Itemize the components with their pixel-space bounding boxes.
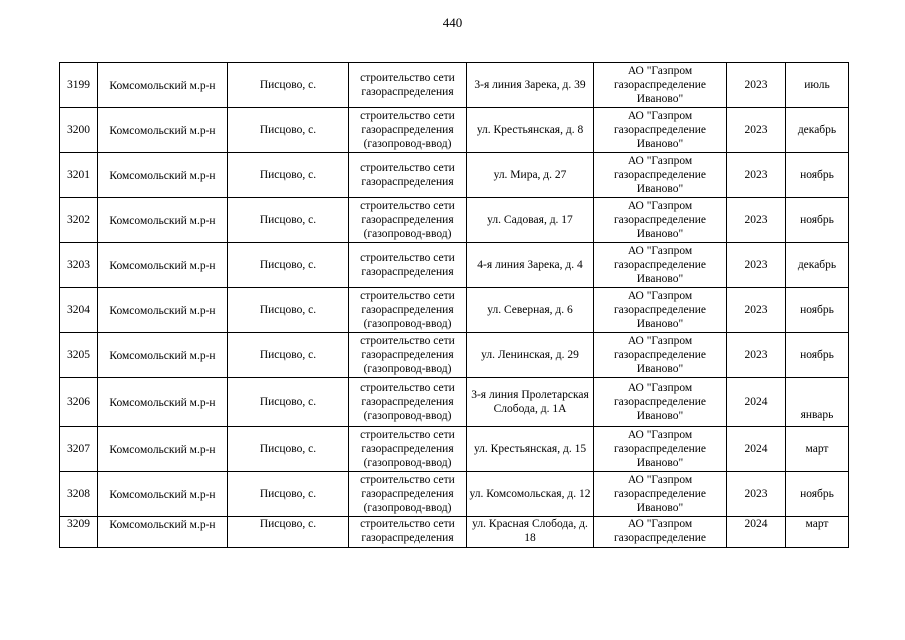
- district-text: Комсомольский м.р-н: [109, 124, 216, 137]
- year-cell: 2024: [727, 517, 786, 548]
- address-cell: ул. Ленинская, д. 29: [467, 333, 594, 378]
- month-cell: декабрь: [786, 108, 849, 153]
- year-cell: 2023: [727, 333, 786, 378]
- row-number-cell: 3208: [60, 472, 98, 517]
- work-type-cell: строительство сети газораспределения (газопровод-ввод): [349, 198, 467, 243]
- row-number-cell: 3201: [60, 153, 98, 198]
- row-number-cell: 3209: [60, 517, 98, 548]
- row-number-cell: 3204: [60, 288, 98, 333]
- district-cell: [98, 333, 228, 378]
- month-cell: ноябрь: [786, 472, 849, 517]
- work-type-cell: строительство сети газораспределения (газопровод-ввод): [349, 288, 467, 333]
- table-row: [60, 108, 849, 153]
- district-text: Комсомольский м.р-н: [109, 304, 216, 317]
- district-text: Комсомольский м.р-н: [109, 214, 216, 227]
- address-cell: 3-я линия Зарека, д. 39: [467, 63, 594, 108]
- month-cell: март: [786, 517, 849, 548]
- table-row: [60, 517, 849, 548]
- table-row: [60, 378, 849, 427]
- year-cell: 2023: [727, 108, 786, 153]
- settlement-cell: Писцово, с.: [228, 517, 349, 548]
- district-cell: [98, 198, 228, 243]
- year-cell: 2023: [727, 198, 786, 243]
- month-cell: ноябрь: [786, 333, 849, 378]
- month-cell: ноябрь: [786, 288, 849, 333]
- district-text: Комсомольский м.р-н: [109, 488, 216, 501]
- organization-cell: АО "Газпром газораспределение: [594, 517, 727, 548]
- month-cell: декабрь: [786, 243, 849, 288]
- month-cell: ноябрь: [786, 198, 849, 243]
- district-cell: [98, 288, 228, 333]
- organization-cell: АО "Газпром газораспределение Иваново": [594, 63, 727, 108]
- row-number-cell: 3207: [60, 427, 98, 472]
- year-cell: 2023: [727, 153, 786, 198]
- address-cell: ул. Северная, д. 6: [467, 288, 594, 333]
- work-type-cell: строительство сети газораспределения (газопровод-ввод): [349, 472, 467, 517]
- district-text: Комсомольский м.р-н: [109, 79, 216, 92]
- work-type-cell: строительство сети газораспределения: [349, 243, 467, 288]
- address-cell: ул. Крестьянская, д. 8: [467, 108, 594, 153]
- district-text: Комсомольский м.р-н: [109, 259, 216, 272]
- month-cell: март: [786, 427, 849, 472]
- table-row: [60, 333, 849, 378]
- address-cell: ул. Садовая, д. 17: [467, 198, 594, 243]
- district-cell: [98, 63, 228, 108]
- district-text: Комсомольский м.р-н: [109, 349, 216, 362]
- district-cell: [98, 378, 228, 427]
- district-text: Комсомольский м.р-н: [109, 169, 216, 182]
- district-cell: [98, 153, 228, 198]
- row-number-cell: 3200: [60, 108, 98, 153]
- settlement-cell: Писцово, с.: [228, 333, 349, 378]
- organization-cell: АО "Газпром газораспределение Иваново": [594, 153, 727, 198]
- settlement-cell: Писцово, с.: [228, 243, 349, 288]
- work-type-cell: строительство сети газораспределения (газопровод-ввод): [349, 378, 467, 427]
- row-number-cell: 3202: [60, 198, 98, 243]
- work-type-cell: строительство сети газораспределения: [349, 153, 467, 198]
- work-type-cell: строительство сети газораспределения: [349, 63, 467, 108]
- work-type-cell: строительство сети газораспределения (газопровод-ввод): [349, 427, 467, 472]
- organization-cell: АО "Газпром газораспределение Иваново": [594, 108, 727, 153]
- year-cell: 2023: [727, 63, 786, 108]
- organization-cell: АО "Газпром газораспределение Иваново": [594, 243, 727, 288]
- organization-cell: АО "Газпром газораспределение Иваново": [594, 198, 727, 243]
- district-cell: [98, 472, 228, 517]
- address-cell: ул. Комсомольская, д. 12: [467, 472, 594, 517]
- settlement-cell: Писцово, с.: [228, 153, 349, 198]
- organization-cell: АО "Газпром газораспределение Иваново": [594, 378, 727, 427]
- month-cell: ноябрь: [786, 153, 849, 198]
- year-cell: 2024: [727, 427, 786, 472]
- district-cell: [98, 427, 228, 472]
- organization-cell: АО "Газпром газораспределение Иваново": [594, 427, 727, 472]
- address-cell: 3-я линия Пролетарская Слобода, д. 1А: [467, 378, 594, 427]
- settlement-cell: Писцово, с.: [228, 63, 349, 108]
- row-number-cell: 3205: [60, 333, 98, 378]
- district-cell: [98, 108, 228, 153]
- organization-cell: АО "Газпром газораспределение Иваново": [594, 333, 727, 378]
- month-cell: январь: [786, 378, 849, 427]
- settlement-cell: Писцово, с.: [228, 288, 349, 333]
- address-cell: ул. Мира, д. 27: [467, 153, 594, 198]
- work-type-cell: строительство сети газораспределения (газопровод-ввод): [349, 333, 467, 378]
- row-number-cell: 3206: [60, 378, 98, 427]
- year-cell: 2023: [727, 472, 786, 517]
- year-cell: 2023: [727, 243, 786, 288]
- work-type-cell: строительство сети газораспределения (газопровод-ввод): [349, 108, 467, 153]
- gas-network-table: [59, 62, 849, 548]
- settlement-cell: Писцово, с.: [228, 378, 349, 427]
- district-text: Комсомольский м.р-н: [109, 519, 216, 531]
- settlement-cell: Писцово, с.: [228, 427, 349, 472]
- table-row: [60, 63, 849, 108]
- district-cell: [98, 243, 228, 288]
- year-cell: 2024: [727, 378, 786, 427]
- address-cell: 4-я линия Зарека, д. 4: [467, 243, 594, 288]
- table-row: [60, 198, 849, 243]
- address-cell: ул. Красная Слобода, д. 18: [467, 517, 594, 548]
- address-cell: ул. Крестьянская, д. 15: [467, 427, 594, 472]
- year-cell: 2023: [727, 288, 786, 333]
- table-row: [60, 472, 849, 517]
- organization-cell: АО "Газпром газораспределение Иваново": [594, 472, 727, 517]
- district-text: Комсомольский м.р-н: [109, 443, 216, 456]
- district-text: Комсомольский м.р-н: [109, 396, 216, 409]
- row-number-cell: 3199: [60, 63, 98, 108]
- table-row: [60, 288, 849, 333]
- table-row: [60, 427, 849, 472]
- table-row: [60, 153, 849, 198]
- page-number: 440: [442, 15, 463, 30]
- work-type-cell: строительство сети газораспределения: [349, 517, 467, 548]
- table-body: [60, 63, 849, 548]
- settlement-cell: Писцово, с.: [228, 472, 349, 517]
- settlement-cell: Писцово, с.: [228, 198, 349, 243]
- table-row: [60, 243, 849, 288]
- organization-cell: АО "Газпром газораспределение Иваново": [594, 288, 727, 333]
- month-cell: июль: [786, 63, 849, 108]
- settlement-cell: Писцово, с.: [228, 108, 349, 153]
- district-cell: [98, 517, 228, 548]
- row-number-cell: 3203: [60, 243, 98, 288]
